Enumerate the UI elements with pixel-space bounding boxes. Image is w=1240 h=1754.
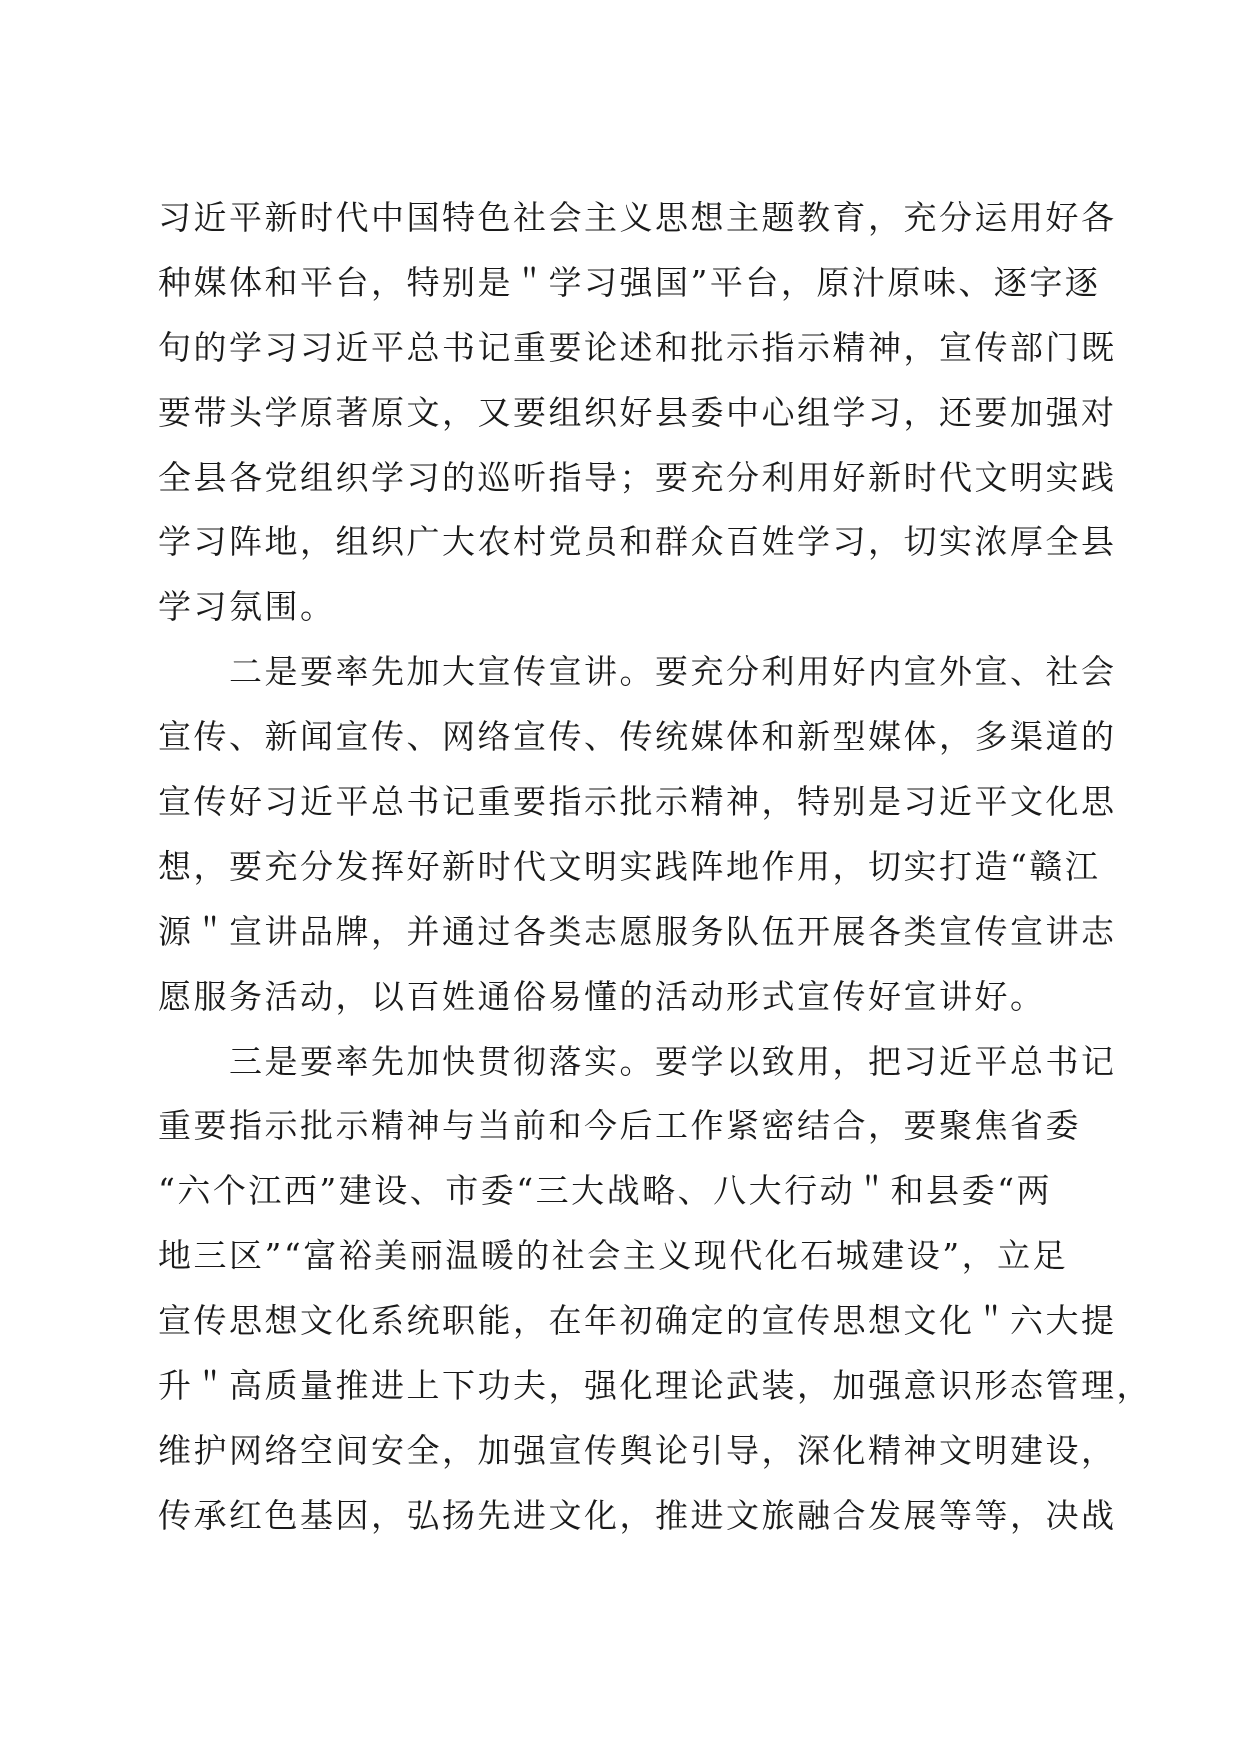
text-line: 宣传思想文化系统职能，在年初确定的宣传思想文化＂六大提 [158, 1301, 1117, 1341]
text-line: 句的学习习近平总书记重要论述和批示指示精神，宣传部门既 [158, 327, 1117, 367]
text-line: 地三区”“富裕美丽温暖的社会主义现代化石城建设”，立足 [158, 1236, 1069, 1276]
text-line: 想，要充分发挥好新时代文明实践阵地作用，切实打造“赣江 [158, 846, 1101, 886]
text-line: 种媒体和平台，特别是＂学习强国”平台，原汁原味、逐字逐 [158, 262, 1101, 302]
text-line: 维护网络空间安全，加强宣传舆论引导，深化精神文明建设， [158, 1430, 1117, 1470]
text-line: 宣传、新闻宣传、网络宣传、传统媒体和新型媒体，多渠道的 [158, 717, 1117, 757]
text-line: 传承红色基因，弘扬先进文化，推进文旅融合发展等等，决战 [158, 1495, 1117, 1535]
text-line: 学习氛围。 [158, 587, 336, 627]
paragraph-start-line: 三是要率先加快贯彻落实。要学以致用，把习近平总书记 [158, 1041, 1117, 1081]
text-line: 要带头学原著原文，又要组织好县委中心组学习，还要加强对 [158, 392, 1117, 432]
paragraph-start-line: 二是要率先加大宣传宣讲。要充分利用好内宣外宣、社会 [158, 652, 1117, 692]
text-line: “六个江西”建设、市委“三大战略、八大行动＂和县委“两 [158, 1171, 1052, 1211]
text-line: 源＂宣讲品牌，并通过各类志愿服务队伍开展各类宣传宣讲志 [158, 911, 1117, 951]
text-line: 愿服务活动，以百姓通俗易懂的活动形式宣传好宣讲好。 [158, 976, 1046, 1016]
text-line: 习近平新时代中国特色社会主义思想主题教育，充分运用好各 [158, 198, 1117, 237]
text-line: 升＂高质量推进上下功夫，强化理论武装，加强意识形态管理， [158, 1366, 1152, 1406]
text-line: 全县各党组织学习的巡听指导；要充分利用好新时代文明实践 [158, 457, 1117, 497]
body-text [158, 186, 1152, 1549]
text-line: 学习阵地，组织广大农村党员和群众百姓学习，切实浓厚全县 [158, 522, 1117, 562]
text-line: 重要指示批示精神与当前和今后工作紧密结合，要聚焦省委 [158, 1106, 1081, 1146]
text-line: 宣传好习近平总书记重要指示批示精神，特别是习近平文化思 [158, 782, 1117, 822]
